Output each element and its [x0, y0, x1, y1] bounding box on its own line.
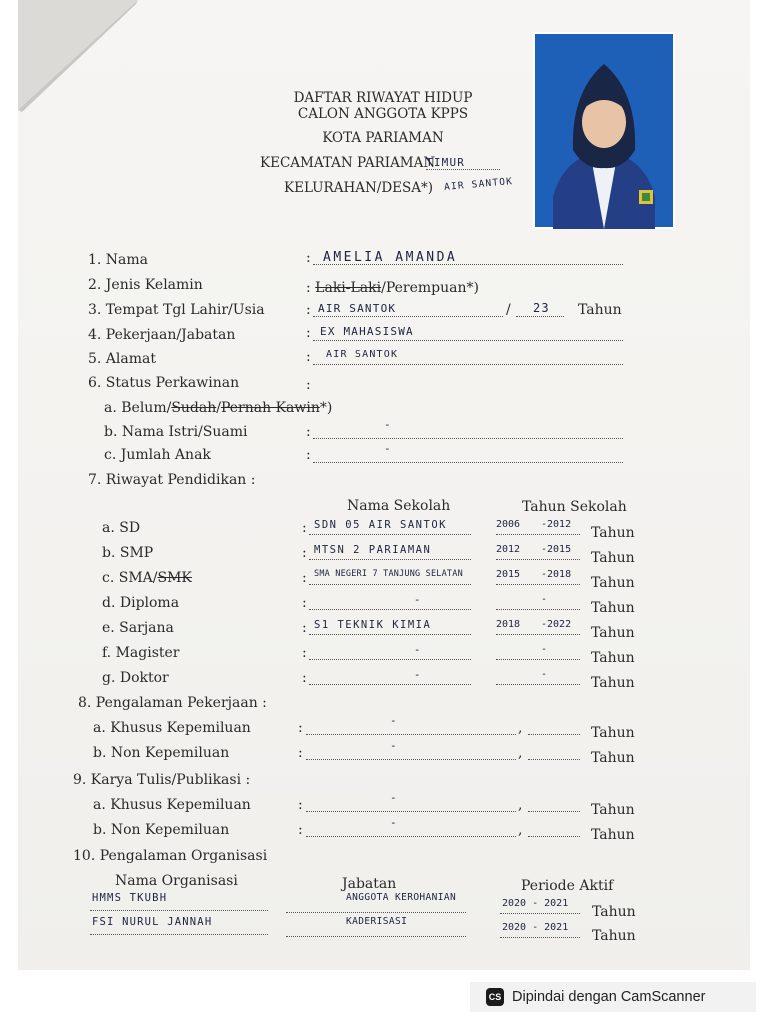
edu-year-from: 2012 [496, 544, 521, 555]
label-organisasi: 10. Pengalaman Organisasi [73, 848, 268, 864]
camscanner-logo: CS [486, 988, 504, 1006]
edu-unit: Tahun [591, 600, 635, 616]
scanned-document: DAFTAR RIWAYAT HIDUP CALON ANGGOTA KPPS KOTA PARIAMAN KECAMATAN PARIAMAN TIMUR KELURAHAN/DESA*) AIR SANTOK 1. Nama : AMELIA AMANDA 2. Jenis Kelamin : Laki-Laki/Perempuan*) 3. Tempat Tgl Lahir/Usia : AIR SANTOK / 23 Tahun 4. Pekerjaan/Jabatan : EX MAHASISWA 5. Alamat : AIR SANTOK 6. Status Perkawinan : a. Belum/Sudah/Pernah Kawin*) b. Nama Istri/Suami : - c. Jumlah Anak : - 7. Riwayat Pendidikan : Nama Sekolah Tahun Sekolah a. SD : SDN 05 AIR SANTOK 2006 -2012 Tahun b. SMP : MTSN 2 PARIAMAN 2012 -2015 Tahun c. SMA/SMK : SMA NEGERI 7 TANJUNG SELATAN 2015 -2018 Tahun d. Diploma : - - Tahun e. Sarjana : S1 TEKNIK KIMIA 2018 -2022 Tahun f. Magister : - - Tahun g. Doktor : - - Tahun 8. Pengalaman Pekerjaan : a. Khusus Kepemiluan : - , Tahun b. Non Kepemiluan : - , Tahun 9. Karya Tulis/Publikasi : a. Khusus Kepemiluan : - , Tahun b. Non Kepemiluan : - , Tahun 10. Pengalaman Organisasi Nama Organisasi Jabatan Periode Aktif HMMS TKUBH ANGGOTA KEROHANIAN 2020 - 2021 Tahun FSI NURUL JANNAH KADERISASI 2020 - 2021 Tahun [18, 0, 750, 970]
row-unit: Tahun [591, 827, 635, 843]
jenis-kelamin-value: /Perempuan*) [381, 280, 479, 296]
title-line-1: DAFTAR RIWAYAT HIDUP [293, 90, 473, 106]
edu-label: d. Diploma [102, 595, 180, 611]
edu-year-to: -2018 [541, 569, 572, 580]
edu-school: - [414, 644, 422, 656]
org-name: FSI NURUL JANNAH [92, 916, 213, 928]
label-pekerjaan: 4. Pekerjaan/Jabatan [88, 327, 236, 343]
row-year-line [528, 720, 580, 735]
row-value: - [390, 791, 398, 804]
edu-colon: : [302, 620, 307, 636]
org-unit: Tahun [592, 904, 636, 920]
jenis-kelamin-struck: Laki-Laki [315, 280, 382, 296]
edu-label: c. SMA/SMK [102, 570, 192, 586]
row-line [306, 822, 516, 837]
row-value: - [390, 714, 398, 727]
jumlah-anak-line [313, 448, 623, 463]
kecamatan-value: TIMUR [426, 156, 500, 170]
edu-colon: : [302, 545, 307, 561]
edu-school: - [414, 669, 422, 681]
col-jabatan: Jabatan [342, 876, 397, 892]
edu-year-to: - [541, 644, 548, 655]
row-comma: , [518, 720, 523, 736]
label-pendidikan: 7. Riwayat Pendidikan : [88, 472, 256, 488]
camscanner-text: Dipindai dengan CamScanner [512, 989, 706, 1005]
edu-year-to: -2015 [541, 544, 572, 555]
edu-year-line [496, 595, 580, 610]
row-comma: , [518, 822, 523, 838]
edu-unit: Tahun [591, 675, 635, 691]
istri-suami-value: - [384, 418, 392, 431]
edu-unit: Tahun [591, 525, 635, 541]
edu-school: SDN 05 AIR SANTOK [314, 519, 447, 531]
label-jumlah-anak: c. Jumlah Anak [104, 447, 211, 463]
row-unit: Tahun [591, 725, 635, 741]
edu-year-to: - [541, 594, 548, 605]
label-status: 6. Status Perkawinan [88, 375, 240, 391]
edu-label: e. Sarjana [102, 620, 174, 636]
row-label: b. Non Kepemiluan [93, 745, 230, 761]
org-name: HMMS TKUBH [92, 892, 168, 904]
edu-colon: : [302, 595, 307, 611]
row-colon: : [298, 745, 303, 761]
row-colon: : [298, 797, 303, 813]
org-year: 2020 - 2021 [502, 898, 569, 909]
edu-label: f. Magister [102, 645, 180, 661]
applicant-photo [533, 32, 675, 229]
edu-school: S1 TEKNIK KIMIA [314, 619, 432, 631]
edu-year-to: -2012 [541, 519, 572, 530]
edu-school: MTSN 2 PARIAMAN [314, 544, 432, 556]
edu-school-line [309, 595, 471, 610]
org-year: 2020 - 2021 [502, 922, 569, 933]
camscanner-watermark [470, 982, 756, 1012]
edu-year-from: 2006 [496, 519, 521, 530]
usia-value: 23 [533, 301, 550, 315]
title-line-3: KOTA PARIAMAN [322, 130, 444, 146]
edu-year-from: 2018 [496, 619, 521, 630]
row-comma: , [518, 745, 523, 761]
edu-year-line [496, 670, 580, 685]
page-curl [18, 0, 138, 140]
row-value: - [390, 816, 398, 829]
edu-unit: Tahun [591, 625, 635, 641]
kecamatan-label: KECAMATAN PARIAMAN [260, 155, 436, 171]
row-line [306, 745, 516, 760]
nama-value: AMELIA AMANDA [323, 250, 458, 265]
jumlah-anak-value: - [384, 442, 392, 455]
label-istri-suami: b. Nama Istri/Suami [104, 424, 248, 440]
edu-school: - [414, 594, 422, 606]
col-nama-organisasi: Nama Organisasi [115, 873, 238, 889]
label-karya: 9. Karya Tulis/Publikasi : [73, 772, 251, 788]
row-label: b. Non Kepemiluan [93, 822, 230, 838]
edu-year-line [496, 645, 580, 660]
alamat-value: AIR SANTOK [326, 349, 399, 360]
status-a: a. Belum/Sudah/Pernah Kawin*) [104, 400, 333, 416]
edu-colon: : [302, 520, 307, 536]
row-year-line [528, 822, 580, 837]
row-year-line [528, 745, 580, 760]
row-label: a. Khusus Kepemiluan [93, 797, 251, 813]
row-year-line [528, 797, 580, 812]
col-nama-sekolah: Nama Sekolah [347, 498, 451, 514]
kelurahan-value: AIR SANTOK [443, 176, 514, 193]
edu-year-to: - [541, 669, 548, 680]
edu-unit: Tahun [591, 550, 635, 566]
col-periode: Periode Aktif [521, 878, 614, 894]
edu-unit: Tahun [591, 575, 635, 591]
edu-unit: Tahun [591, 650, 635, 666]
org-unit: Tahun [592, 928, 636, 944]
col-tahun-sekolah: Tahun Sekolah [522, 499, 627, 515]
edu-school-line [309, 645, 471, 660]
label-ttl: 3. Tempat Tgl Lahir/Usia [88, 302, 265, 318]
label-pengalaman: 8. Pengalaman Pekerjaan : [78, 695, 267, 711]
edu-label: g. Doktor [102, 670, 169, 686]
kelurahan-label: KELURAHAN/DESA*) [284, 180, 434, 196]
row-line [306, 797, 516, 812]
edu-colon: : [302, 645, 307, 661]
edu-school: SMA NEGERI 7 TANJUNG SELATAN [314, 569, 463, 579]
row-comma: , [518, 797, 523, 813]
row-value: - [390, 739, 398, 752]
row-unit: Tahun [591, 750, 635, 766]
ttl-value: AIR SANTOK [318, 302, 397, 315]
usia-unit: Tahun [578, 302, 622, 318]
row-line [306, 720, 516, 735]
row-unit: Tahun [591, 802, 635, 818]
label-nama: 1. Nama [88, 252, 149, 268]
label-alamat: 5. Alamat [88, 351, 156, 367]
edu-school-line [309, 670, 471, 685]
istri-suami-line [313, 424, 623, 439]
org-role: ANGGOTA KEROHANIAN [346, 892, 457, 903]
edu-year-from: 2015 [496, 569, 521, 580]
row-colon: : [298, 822, 303, 838]
edu-year-to: -2022 [541, 619, 572, 630]
edu-label: b. SMP [102, 545, 154, 561]
title-line-2: CALON ANGGOTA KPPS [297, 106, 469, 122]
edu-colon: : [302, 670, 307, 686]
edu-label: a. SD [102, 520, 141, 536]
pekerjaan-value: EX MAHASISWA [320, 325, 414, 338]
org-role: KADERISASI [346, 916, 408, 927]
row-label: a. Khusus Kepemiluan [93, 720, 251, 736]
row-colon: : [298, 720, 303, 736]
edu-colon: : [302, 570, 307, 586]
label-jenis-kelamin: 2. Jenis Kelamin [88, 277, 203, 293]
